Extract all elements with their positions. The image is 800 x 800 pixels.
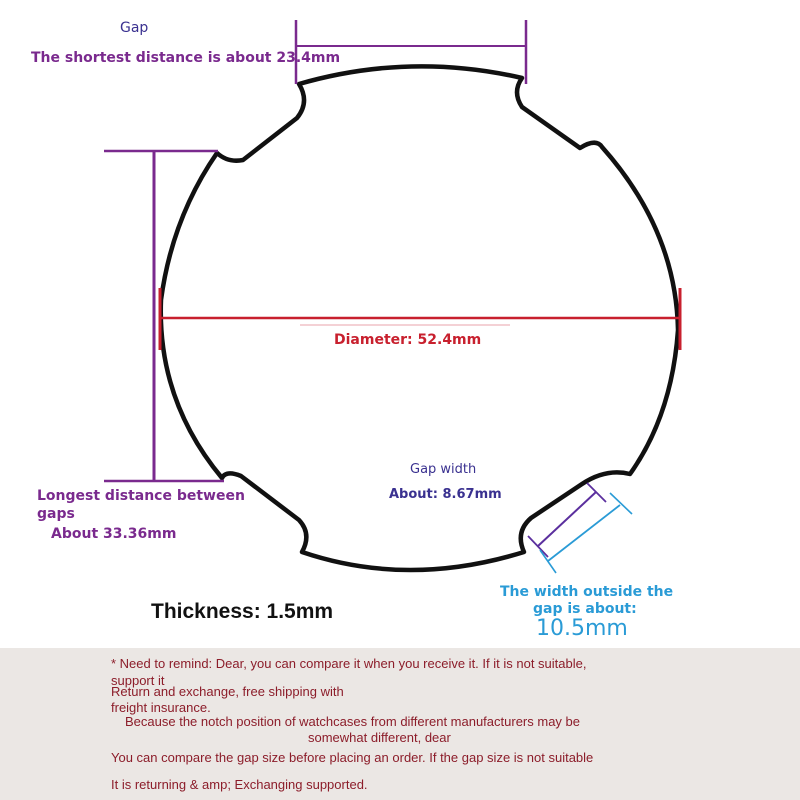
notice-line-2: support it xyxy=(111,673,165,688)
gap-width-value: About: 8.67mm xyxy=(389,487,502,502)
outside-width-label-line2: gap is about: xyxy=(533,601,637,617)
gap-width-title: Gap width xyxy=(410,462,477,477)
longest-label-line1: Longest distance between xyxy=(37,488,245,504)
notice-line-3: Return and exchange, free shipping with xyxy=(111,684,344,699)
notice-panel xyxy=(0,648,800,800)
notice-line-1: * Need to remind: Dear, you can compare it when you receive it. If it is not suitable, xyxy=(111,656,587,671)
diameter-label: Diameter: 52.4mm xyxy=(334,332,482,348)
ring-outline xyxy=(300,57,670,557)
outside-width-label-line1: The width outside the xyxy=(500,584,674,600)
gap-width-line xyxy=(538,492,596,546)
gap-shortest-label: The shortest distance is about 23.4mm xyxy=(31,50,341,66)
gap-title: Gap xyxy=(120,20,149,36)
outside-width-tick-a xyxy=(540,550,556,573)
longest-label-value: About 33.36mm xyxy=(51,526,177,542)
outside-width-value: 10.5mm xyxy=(536,616,628,641)
notice-line-7: You can compare the gap size before placing an order. If the gap size is not suitable xyxy=(111,750,594,765)
thickness-label: Thickness: 1.5mm xyxy=(151,600,334,623)
longest-label-line2: gaps xyxy=(37,506,75,522)
outside-width-line xyxy=(548,505,620,561)
gap-width-tick-b xyxy=(587,483,606,502)
notice-line-6: somewhat different, dear xyxy=(308,730,451,745)
notice-line-4: freight insurance. xyxy=(111,700,211,715)
notice-line-5: Because the notch position of watchcases from different manufacturers may be xyxy=(125,714,580,729)
notice-line-8: It is returning & amp; Exchanging supported. xyxy=(111,777,368,792)
